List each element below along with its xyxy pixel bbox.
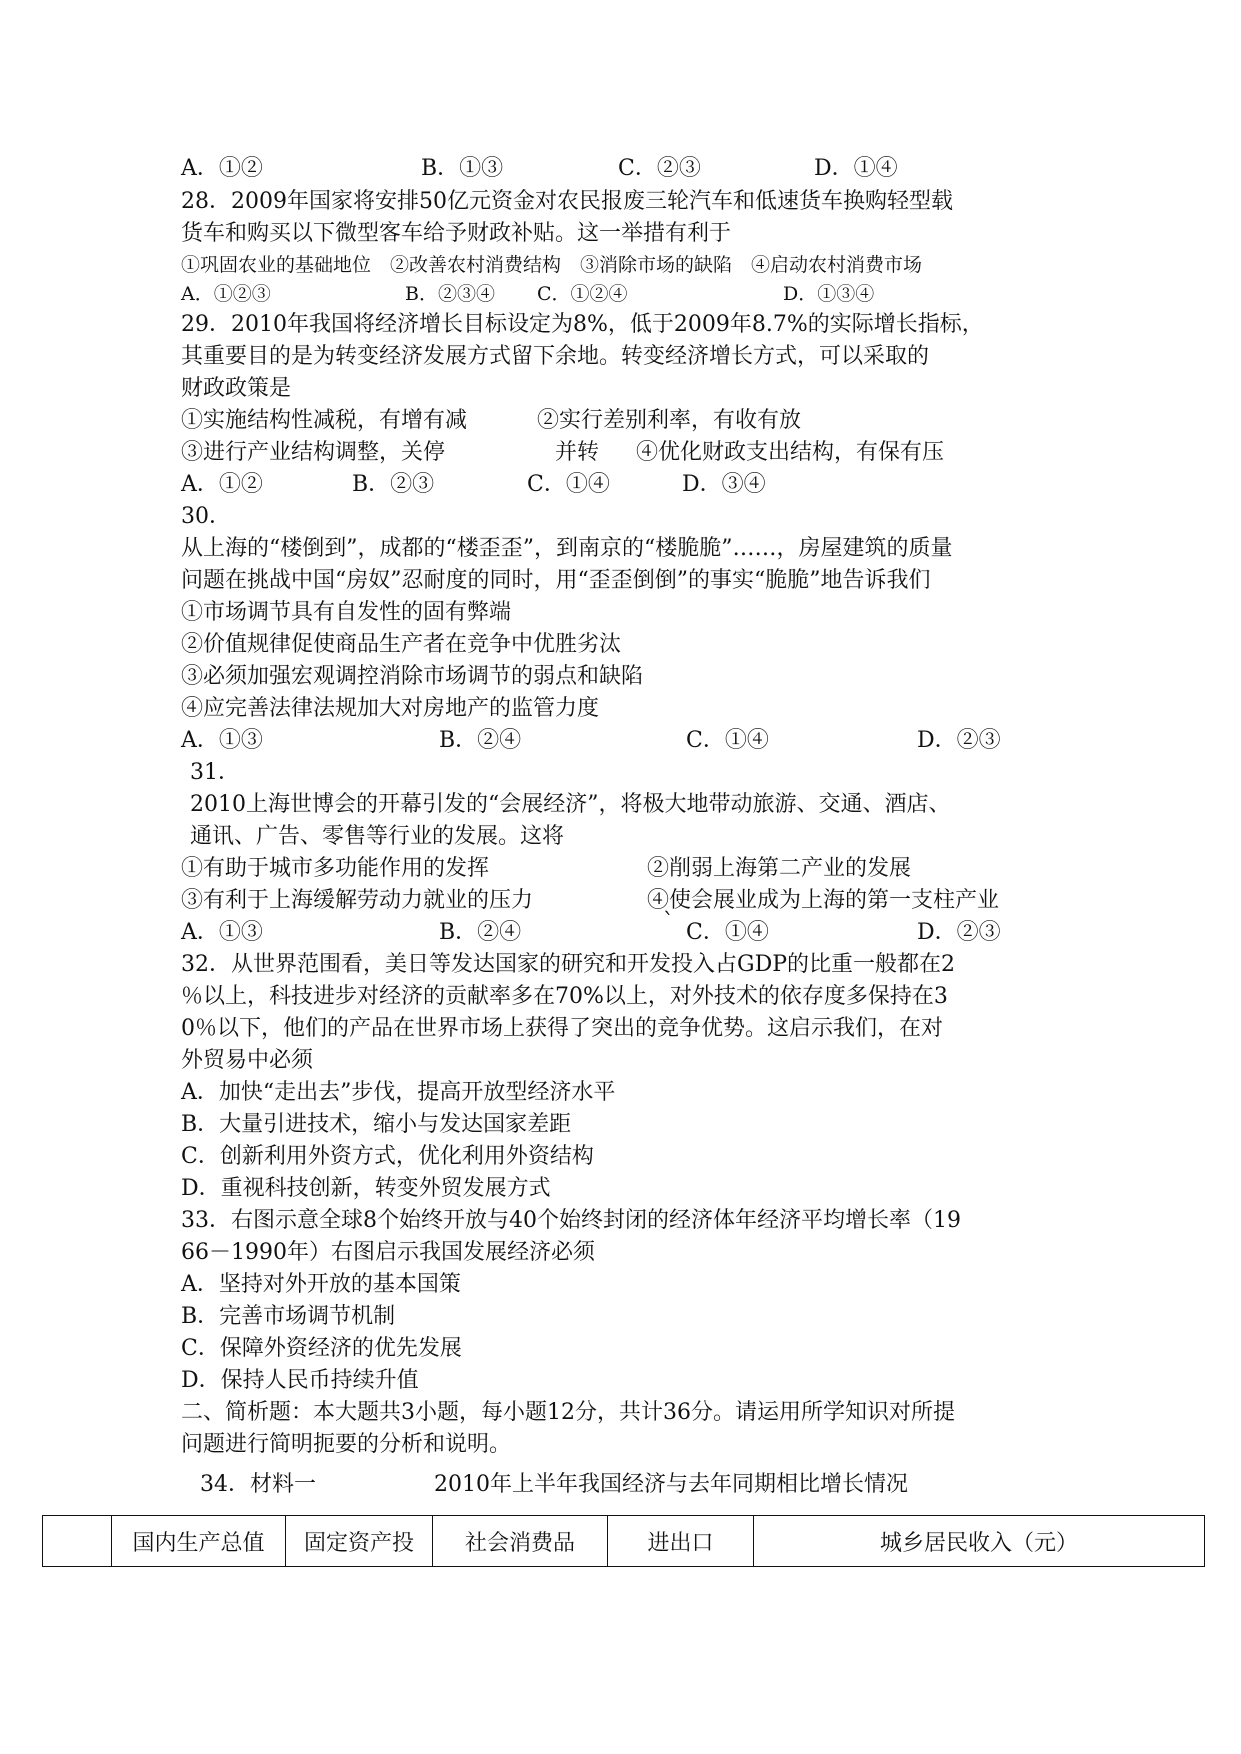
q29-item-2: ②实行差别利率，有收有放 bbox=[537, 408, 802, 433]
q34-header-fixed-investment: 固定资产投 bbox=[286, 1516, 433, 1567]
q30-item-3: ③必须加强宏观调控消除市场调节的弱点和缺陷 bbox=[181, 664, 644, 689]
q30-item-1: ①市场调节具有自发性的固有弊端 bbox=[181, 600, 512, 625]
q29-option-a: A．①② bbox=[181, 472, 263, 497]
section2-heading-line-2: 问题进行简明扼要的分析和说明。 bbox=[181, 1432, 512, 1457]
q31-stem-line-1: 2010上海世博会的开幕引发的“会展经济”，将极大地带动旅游、交通、酒店、 bbox=[190, 792, 951, 817]
q27-option-d: D．①④ bbox=[814, 156, 898, 181]
q27-option-b: B．①③ bbox=[421, 156, 504, 181]
q31-item-2: ②削弱上海第二产业的发展 bbox=[647, 856, 912, 881]
q31-option-b: B．②④ bbox=[439, 920, 522, 945]
q32-stem-line-3: 0％以下，他们的产品在世界市场上获得了突出的竞争优势。这启示我们，在对 bbox=[181, 1016, 943, 1041]
q31-option-d: D．②③ bbox=[917, 920, 1001, 945]
q32-stem-line-2: ％以上，科技进步对经济的贡献率多在70%以上，对外技术的依存度多保持在3 bbox=[181, 984, 948, 1009]
q32-option-b: B．大量引进技术，缩小与发达国家差距 bbox=[181, 1112, 572, 1137]
q31-option-c: C．①④ bbox=[686, 920, 769, 945]
q32-stem-line-4: 外贸易中必须 bbox=[181, 1048, 314, 1073]
q33-option-d: D．保持人民币持续升值 bbox=[181, 1368, 419, 1393]
q33-option-c: C．保障外资经济的优先发展 bbox=[181, 1336, 462, 1361]
q28-stem-line-1: 28．2009年国家将安排50亿元资金对农民报废三轮汽车和低速货车换购轻型载 bbox=[181, 189, 953, 214]
q34-header-income: 城乡居民收入（元） bbox=[754, 1516, 1205, 1567]
q31-number: 31． bbox=[190, 760, 240, 785]
q28-stem-line-2: 货车和购买以下微型客车给予财政补贴。这一举措有利于 bbox=[181, 221, 732, 246]
q30-item-4: ④应完善法律法规加大对房地产的监管力度 bbox=[181, 696, 600, 721]
q29-stem-line-2: 其重要目的是为转变经济发展方式留下余地。转变经济增长方式，可以采取的 bbox=[181, 344, 930, 369]
q31-option-a: A．①③ bbox=[181, 920, 263, 945]
q29-item-3-cont: 并转 bbox=[555, 440, 600, 465]
q31-items-row-1 bbox=[181, 854, 1081, 884]
q30-option-a: A．①③ bbox=[181, 728, 263, 753]
q29-item-3: ③进行产业结构调整，关停 bbox=[181, 440, 446, 465]
q34-heading bbox=[200, 1470, 1100, 1500]
q31-items-row-2 bbox=[181, 886, 1081, 916]
q28-option-c: C．①②④ bbox=[537, 283, 628, 305]
q34-header-import-export: 进出口 bbox=[608, 1516, 754, 1567]
q29-option-d: D．③④ bbox=[682, 472, 766, 497]
q29-items-row-1 bbox=[181, 406, 1081, 436]
q28-options bbox=[181, 279, 981, 309]
q30-stem-line-2: 问题在挑战中国“房奴”忍耐度的同时，用“歪歪倒倒”的事实“脆脆”地告诉我们 bbox=[181, 568, 931, 593]
q29-options bbox=[181, 470, 981, 500]
q31-options bbox=[181, 910, 1081, 948]
q28-option-d: D．①③④ bbox=[783, 283, 875, 305]
q33-option-a: A．坚持对外开放的基本国策 bbox=[181, 1272, 461, 1297]
q30-stem-line-1: 从上海的“楼倒到”，成都的“楼歪歪”，到南京的“楼脆脆”……，房屋建筑的质量 bbox=[181, 536, 953, 561]
q34-table-title: 2010年上半年我国经济与去年同期相比增长情况 bbox=[434, 1472, 908, 1497]
q32-option-a: A．加快“走出去”步伐，提高开放型经济水平 bbox=[181, 1080, 616, 1105]
q34-label: 34．材料一 bbox=[200, 1472, 316, 1497]
q28-option-a: A．①②③ bbox=[181, 283, 271, 305]
q32-stem-line-1: 32．从世界范围看，美日等发达国家的研究和开发投入占GDP的比重一般都在2 bbox=[181, 952, 956, 977]
q28-option-b: B．②③④ bbox=[405, 283, 495, 305]
q30-options bbox=[181, 726, 1081, 756]
q29-option-b: B．②③ bbox=[352, 472, 435, 497]
q28-items: ①巩固农业的基础地位 ②改善农村消费结构 ③消除市场的缺陷 ④启动农村消费市场 bbox=[181, 254, 923, 276]
q27-options bbox=[181, 154, 981, 184]
q27-option-c: C．②③ bbox=[618, 156, 701, 181]
q29-items-row-2 bbox=[181, 438, 1081, 468]
q33-option-b: B．完善市场调节机制 bbox=[181, 1304, 396, 1329]
q34-header-consumer-goods: 社会消费品 bbox=[433, 1516, 608, 1567]
q34-table bbox=[42, 1515, 1205, 1567]
section2-heading-line-1: 二、简析题：本大题共3小题，每小题12分，共计36分。请运用所学知识对所提 bbox=[181, 1400, 955, 1425]
q30-number: 30． bbox=[181, 504, 231, 529]
q32-option-d: D．重视科技创新，转变外贸发展方式 bbox=[181, 1176, 551, 1201]
q27-option-a: A．①② bbox=[181, 156, 263, 181]
q34-header-gdp: 国内生产总值 bbox=[112, 1516, 286, 1567]
q30-option-b: B．②④ bbox=[439, 728, 522, 753]
q32-option-c: C．创新利用外资方式，优化利用外资结构 bbox=[181, 1144, 594, 1169]
q31-stray-mark: ` bbox=[663, 910, 674, 935]
q31-item-3: ③有利于上海缓解劳动力就业的压力 bbox=[181, 888, 534, 913]
q34-table-header-row bbox=[43, 1516, 1205, 1567]
q29-option-c: C．①④ bbox=[527, 472, 610, 497]
q30-option-c: C．①④ bbox=[686, 728, 769, 753]
q30-option-d: D．②③ bbox=[917, 728, 1001, 753]
q31-item-4: ④使会展业成为上海的第一支柱产业 bbox=[647, 888, 1000, 913]
q34-header-blank bbox=[43, 1516, 112, 1567]
q33-stem-line-2: 66－1990年）右图启示我国发展经济必须 bbox=[181, 1240, 595, 1265]
q33-stem-line-1: 33．右图示意全球8个始终开放与40个始终封闭的经济体年经济平均增长率（19 bbox=[181, 1208, 961, 1233]
q29-item-4: ④优化财政支出结构，有保有压 bbox=[636, 440, 945, 465]
q30-item-2: ②价值规律促使商品生产者在竞争中优胜劣汰 bbox=[181, 632, 622, 657]
q29-item-1: ①实施结构性减税，有增有减 bbox=[181, 408, 468, 433]
q29-stem-line-1: 29．2010年我国将经济增长目标设定为8%，低于2009年8.7%的实际增长指标， bbox=[181, 312, 984, 337]
q29-stem-line-3: 财政政策是 bbox=[181, 376, 292, 401]
q31-item-1: ①有助于城市多功能作用的发挥 bbox=[181, 856, 490, 881]
q31-stem-line-2: 通讯、广告、零售等行业的发展。这将 bbox=[190, 824, 565, 849]
